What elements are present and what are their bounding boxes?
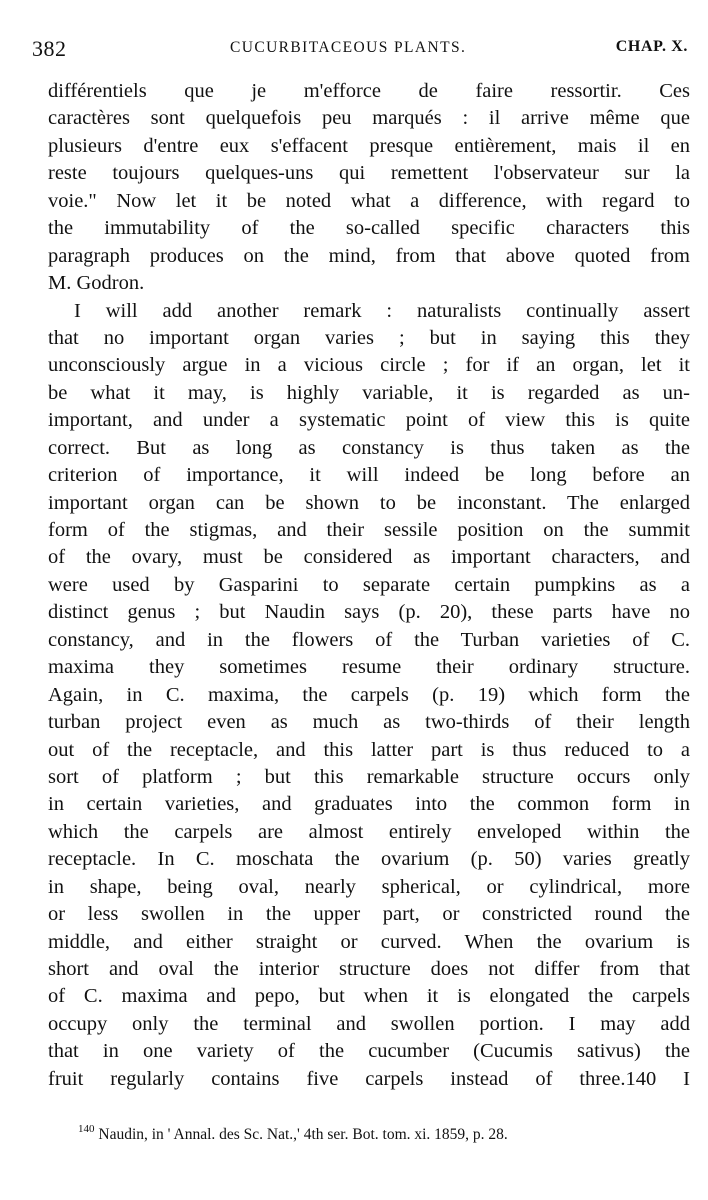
page-header — [32, 36, 688, 66]
footnote — [78, 1123, 508, 1144]
text-line: middle, and either straight or curved. When the ovarium is — [48, 930, 690, 953]
text-line: in shape, being oval, nearly spherical, or cylindrical, more — [48, 875, 690, 898]
text-line: correct. But as long as constancy is thus taken as the — [48, 436, 690, 459]
text-line: paragraph produces on the mind, from that above quoted from — [48, 244, 690, 267]
text-line: in certain varieties, and graduates into the common form in — [48, 793, 690, 816]
text-line: voie." Now let it be noted what a difference, with regard to — [48, 189, 690, 212]
text-line: différentiels que je m'efforce de faire ressortir. Ces — [48, 80, 690, 102]
text-line: fruit regularly contains five carpels instead of three.140 I — [48, 1067, 690, 1090]
text-line: that no important organ varies ; but in saying this they — [48, 326, 690, 349]
text-line: important organ can be shown to be inconstant. The enlarged — [48, 491, 690, 514]
text-line: or less swollen in the upper part, or constricted round the — [48, 903, 690, 926]
running-title: CUCURBITACEOUS PLANTS. — [230, 39, 467, 56]
text-line: short and oval the interior structure does not differ from that — [48, 958, 690, 980]
text-line: of C. maxima and pepo, but when it is elongated the carpels — [48, 985, 690, 1008]
text-line: reste toujours quelques-uns qui remettent l'observateur sur la — [48, 162, 690, 185]
text-line: distinct genus ; but Naudin says (p. 20), these parts have no — [48, 601, 690, 624]
footnote-text: Naudin, in ' Annal. des Sc. Nat.,' 4th ser. Bot. tom. xi. 1859, p. 28. — [98, 1126, 508, 1143]
text-line: were used by Gasparini to separate certain pumpkins as a — [48, 573, 690, 596]
body-text — [48, 78, 690, 1093]
text-line: constancy, and in the flowers of the Turban varieties of C. — [48, 628, 690, 651]
text-line: turban project even as much as two-thirds of their length — [48, 711, 690, 734]
text-line: Again, in C. maxima, the carpels (p. 19) which form the — [48, 683, 690, 706]
text-line: maxima they sometimes resume their ordinary structure. — [48, 656, 690, 679]
text-line: unconsciously argue in a vicious circle ; for if an organ, let it — [48, 354, 690, 377]
text-line: receptacle. In C. moschata the ovarium (p. 50) varies greatly — [48, 848, 690, 871]
text-line: that in one variety of the cucumber (Cucumis sativus) the — [48, 1040, 690, 1063]
text-line: of the ovary, must be considered as important characters, and — [48, 546, 690, 569]
chapter-label: CHAP. X. — [615, 38, 688, 55]
page-number: 382 — [32, 36, 67, 61]
text-line: plusieurs d'entre eux s'effacent presque entièrement, mais il en — [48, 134, 690, 157]
text-line: caractères sont quelquefois peu marqués : il arrive même que — [48, 107, 690, 130]
text-line: sort of platform ; but this remarkable structure occurs only — [48, 765, 690, 788]
text-line: criterion of importance, it will indeed be long before an — [48, 464, 690, 487]
text-line: occupy only the terminal and swollen portion. I may add — [48, 1012, 690, 1035]
text-line: be what it may, is highly variable, it is regarded as un- — [48, 381, 690, 404]
text-line: form of the stigmas, and their sessile position on the summit — [48, 519, 690, 541]
text-line: important, and under a systematic point of view this is quite — [48, 409, 690, 432]
text-line: the immutability of the so-called specific characters this — [48, 217, 690, 240]
footnote-marker: 140 — [78, 1123, 95, 1135]
text-line: I will add another remark : naturalists continually assert — [74, 299, 690, 322]
text-line: M. Godron. — [48, 272, 145, 295]
text-line: out of the receptacle, and this latter part is thus reduced to a — [48, 738, 690, 761]
text-line: which the carpels are almost entirely enveloped within the — [48, 820, 690, 843]
